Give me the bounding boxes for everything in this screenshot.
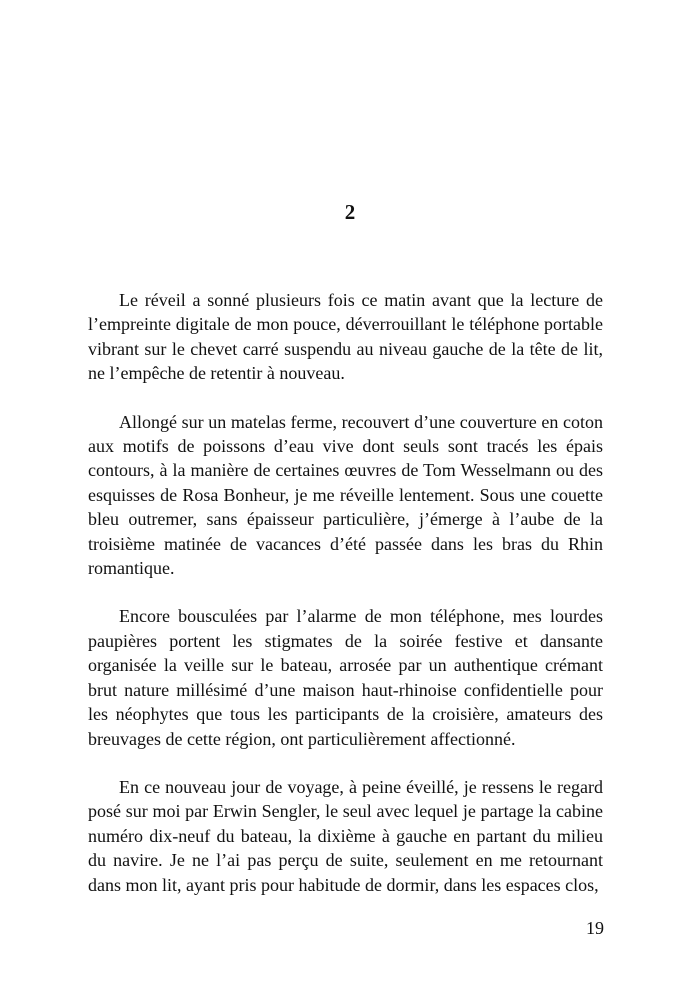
chapter-number: 2 [344, 200, 356, 224]
body-text [88, 288, 603, 897]
page-number: 19 [586, 918, 604, 938]
paragraph: Le réveil a sonné plusieurs fois ce matin avant que la lecture de l’empreinte digitale de mon pouce, déverrouillant le téléphone portable vibrant sur le chevet carré suspendu au niveau gauche de la tête de lit, ne l’empêche de retentir à nouveau. [88, 290, 603, 384]
paragraph: Encore bousculées par l’alarme de mon téléphone, mes lourdes paupières portent les stigmates de la soirée festive et dansante organisée la veille sur le bateau, arrosée par un authentique crémant brut nature millésimé d’une maison haut-rhinoise confidentielle pour les néophytes que tous les participants de la croisière, amateurs des breuvages de cette région, ont particulièrement affectionné. [88, 606, 603, 749]
paragraph: En ce nouveau jour de voyage, à peine éveillé, je ressens le regard posé sur moi par Erwin Sengler, le seul avec lequel je partage la cabine numéro dix-neuf du bateau, la dixième à gauche en partant du milieu du navire. Je ne l’ai pas perçu de suite, seulement en me retournant dans mon lit, ayant pris pour habitude de dormir, dans les espaces clos, [88, 776, 603, 895]
paragraph: Allongé sur un matelas ferme, recouvert d’une couverture en coton aux motifs de poissons d’eau vive dont seuls sont tracés les épais contours, à la manière de certaines œuvres de Tom Wesselmann ou des esquisses de Rosa Bonheur, je me réveille lentement. Sous une couette bleu outremer, sans épaisseur particulière, j’émerge à l’aube de la troisième matinée de vacances d’été passée dans les bras du Rhin romantique. [88, 411, 603, 579]
